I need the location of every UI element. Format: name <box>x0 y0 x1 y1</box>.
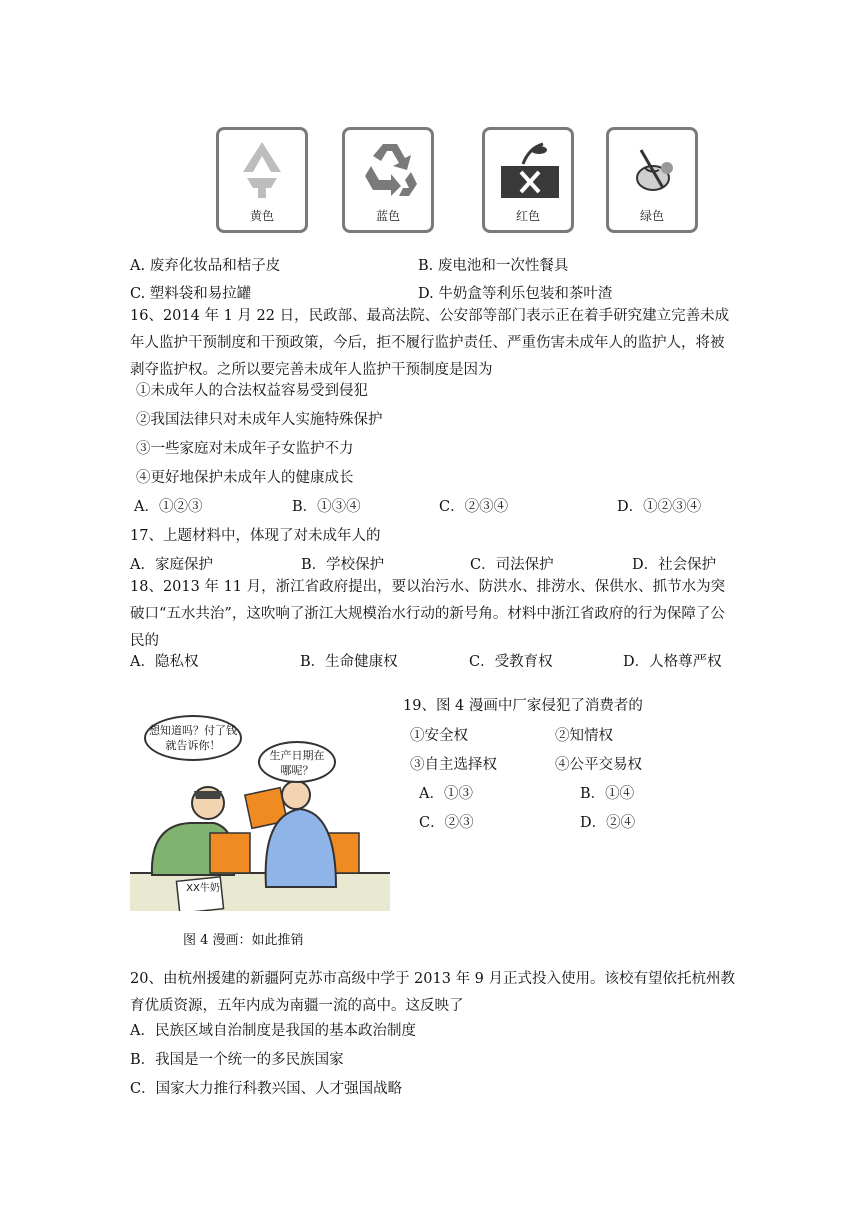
q19-option-b: B．①④ <box>580 786 635 802</box>
q16-stem: 16、2014 年 1 月 22 日，民政部、最高法院、公安部等部门表示正在着手研究建立完善未成年人监护干预制度和干预政策，今后，拒不履行监护责任、严重伤害未成年人的监护人，将被剥夺监护权。之所以要完善未成年人监护干预制度是因为 <box>130 308 730 378</box>
q19-option-a: A．①③ <box>419 786 473 802</box>
q16-option-c: C．②③④ <box>439 499 509 515</box>
q16-item-1: ①未成年人的合法权益容易受到侵犯 <box>136 383 368 399</box>
q15-option-d: D. 牛奶盒等利乐包装和茶叶渣 <box>418 286 613 302</box>
q15-option-b: B. 废电池和一次性餐具 <box>418 258 569 274</box>
q19-stem: 19、图 4 漫画中厂家侵犯了消费者的 <box>403 698 643 714</box>
bin-yellow <box>216 127 308 233</box>
q20-option-c: C．国家大力推行科教兴国、人才强国战略 <box>130 1081 403 1097</box>
recycle-icon <box>359 138 421 200</box>
bin-label: 蓝色 <box>375 209 400 223</box>
q19-option-c: C．②③ <box>419 815 474 831</box>
speech-bubble-customer: 生产日期在哪呢？ <box>258 741 336 783</box>
q17-stem: 17、上题材料中，体现了对未成年人的 <box>130 528 381 544</box>
q19-option-d: D．②④ <box>580 815 636 831</box>
q16-item-2: ②我国法律只对未成年人实施特殊保护 <box>136 412 383 428</box>
q20-stem: 20、由杭州援建的新疆阿克苏市高级中学于 2013 年 9 月正式投入使用。该校有望依托杭州教育优质资源，五年内成为南疆一流的高中。这反映了 <box>130 971 736 1014</box>
q18-option-a: A．隐私权 <box>130 654 199 670</box>
q17-option-a: A．家庭保护 <box>130 557 213 573</box>
sign-text: XX牛奶 <box>186 883 220 894</box>
q16-option-b: B．①③④ <box>292 499 361 515</box>
bin-blue <box>342 127 434 233</box>
bin-label: 红色 <box>515 209 540 223</box>
bin-label: 绿色 <box>639 209 664 223</box>
q18-option-d: D．人格尊严权 <box>623 654 722 670</box>
hazardous-battery-icon <box>499 138 561 200</box>
q16-item-3: ③一些家庭对未成年子女监护不力 <box>136 441 354 457</box>
q17-option-c: C．司法保护 <box>470 557 554 573</box>
q16-item-4: ④更好地保护未成年人的健康成长 <box>136 470 354 486</box>
other-waste-icon <box>233 138 291 200</box>
kitchen-waste-icon <box>623 138 685 200</box>
q18-option-b: B．生命健康权 <box>300 654 398 670</box>
q19-item-1: ①安全权 <box>410 728 468 744</box>
figure-caption: 图 4 漫画：如此推销 <box>183 933 304 948</box>
cartoon-figure-4 <box>130 705 390 911</box>
bin-green <box>606 127 698 233</box>
q18-stem: 18、2013 年 11 月，浙江省政府提出，要以治污水、防洪水、排涝水、保供水、抓节水为突破口“五水共治”，这吹响了浙江大规模治水行动的新号角。材料中浙江省政府的行为保障了公民的 <box>130 579 726 649</box>
speech-bubble-seller: 想知道吗？付了钱就告诉你！ <box>144 715 242 761</box>
bin-label: 黄色 <box>249 209 274 223</box>
q19-item-2: ②知情权 <box>555 728 613 744</box>
q20-option-b: B．我国是一个统一的多民族国家 <box>130 1052 344 1068</box>
q16-option-a: A．①②③ <box>134 499 203 515</box>
q19-item-4: ④公平交易权 <box>555 757 642 773</box>
q15-option-a: A. 废弃化妆品和桔子皮 <box>130 258 281 274</box>
q19-item-3: ③自主选择权 <box>410 757 497 773</box>
q18-option-c: C．受教育权 <box>469 654 553 670</box>
bin-red <box>482 127 574 233</box>
q16-option-d: D．①②③④ <box>617 499 702 515</box>
q17-option-b: B．学校保护 <box>301 557 385 573</box>
q17-option-d: D．社会保护 <box>632 557 717 573</box>
q15-option-c: C. 塑料袋和易拉罐 <box>130 286 252 302</box>
q20-option-a: A．民族区域自治制度是我国的基本政治制度 <box>130 1023 416 1039</box>
